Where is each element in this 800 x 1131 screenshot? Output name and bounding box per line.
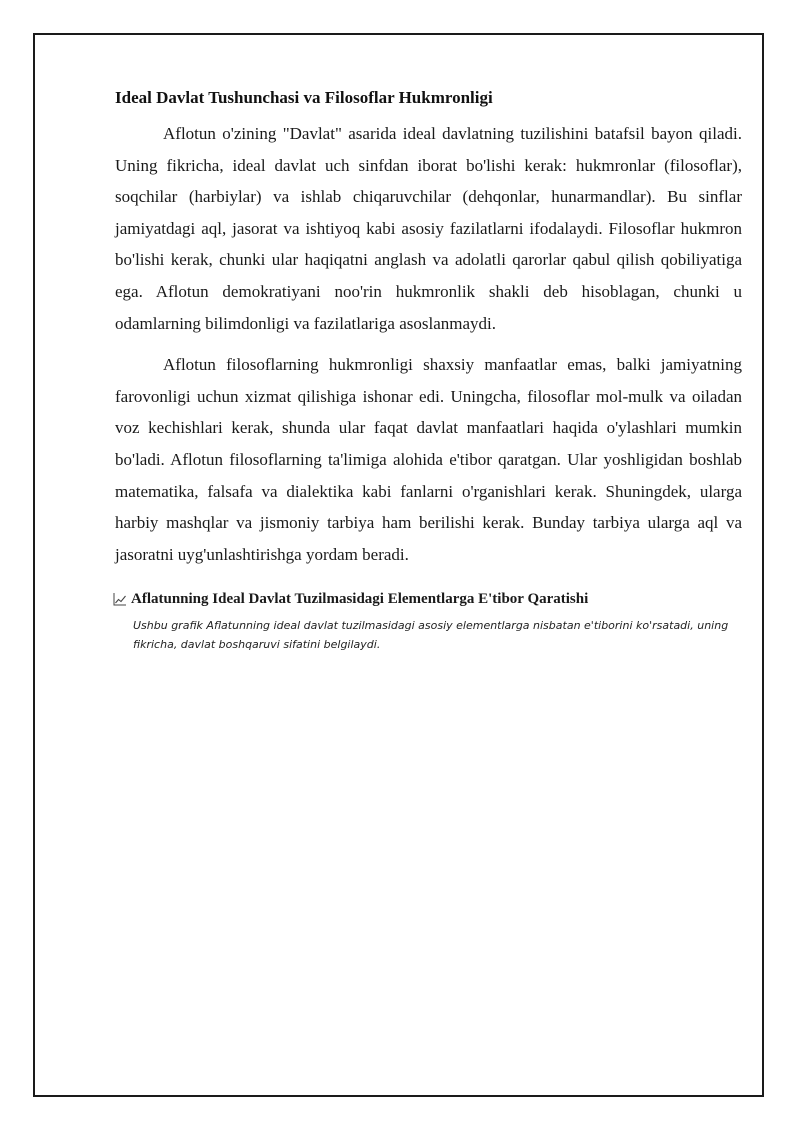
section-heading: Ideal Davlat Tushunchasi va Filosoflar Hukmronligi bbox=[115, 88, 493, 107]
chart-title bbox=[115, 588, 742, 610]
chart-line-icon bbox=[113, 592, 127, 606]
paragraph: Aflotun filosoflarning hukmronligi shaxsiy manfaatlar emas, balki jamiyatning farovonligi uchun xizmat qilishiga ishonar edi. Uningcha, filosoflar mol-mulk va oiladan voz kechishlari kerak, shunda ular faqat davlat manfaatlari haqida o'ylashlari mumkin bo'ladi. Aflotun filosoflarning ta'limiga alohida e'tibor qaratgan. Ular yoshligidan boshlab matematika, falsafa va dialektika kabi fanlarni o'rganishlari kerak. Shuningdek, ularga harbiy mashqlar va jismoniy tarbiya ham berilishi kerak. Bunday tarbiya ularga aql va jasoratni uyg'unlashtirishga yordam beradi. bbox=[115, 355, 742, 564]
document-body bbox=[115, 86, 742, 654]
chart-title-text: Aflatunning Ideal Davlat Tuzilmasidagi Elementlarga E'tibor Qaratishi bbox=[131, 591, 589, 608]
chart-caption: Ushbu grafik Aflatunning ideal davlat tuzilmasidagi asosiy elementlarga nisbatan e'tiborini ko'rsatadi, uning fikricha, davlat boshqaruvi sifatini belgilaydi. bbox=[133, 619, 729, 652]
paragraph: Aflotun o'zining "Davlat" asarida ideal davlatning tuzilishini batafsil bayon qiladi. Uning fikricha, ideal davlat uch sinfdan iborat bo'lishi kerak: hukmronlar (filosoflar), soqchilar (harbiylar) va ishlab chiqaruvchilar (dehqonlar, hunarmandlar). Bu sinflar jamiyatdagi aql, jasorat va ishtiyoq kabi asosiy fazilatlarni ifodalaydi. Filosoflar hukmron bo'lishi kerak, chunki ular haqiqatni anglash va adolatli qarorlar qabul qilish qobiliyatiga ega. Aflotun demokratiyani noo'rin hukmronlik shakli deb hisoblagan, chunki u odamlarning bilimdonligi va fazilatlariga asoslanmaydi. bbox=[115, 124, 742, 333]
